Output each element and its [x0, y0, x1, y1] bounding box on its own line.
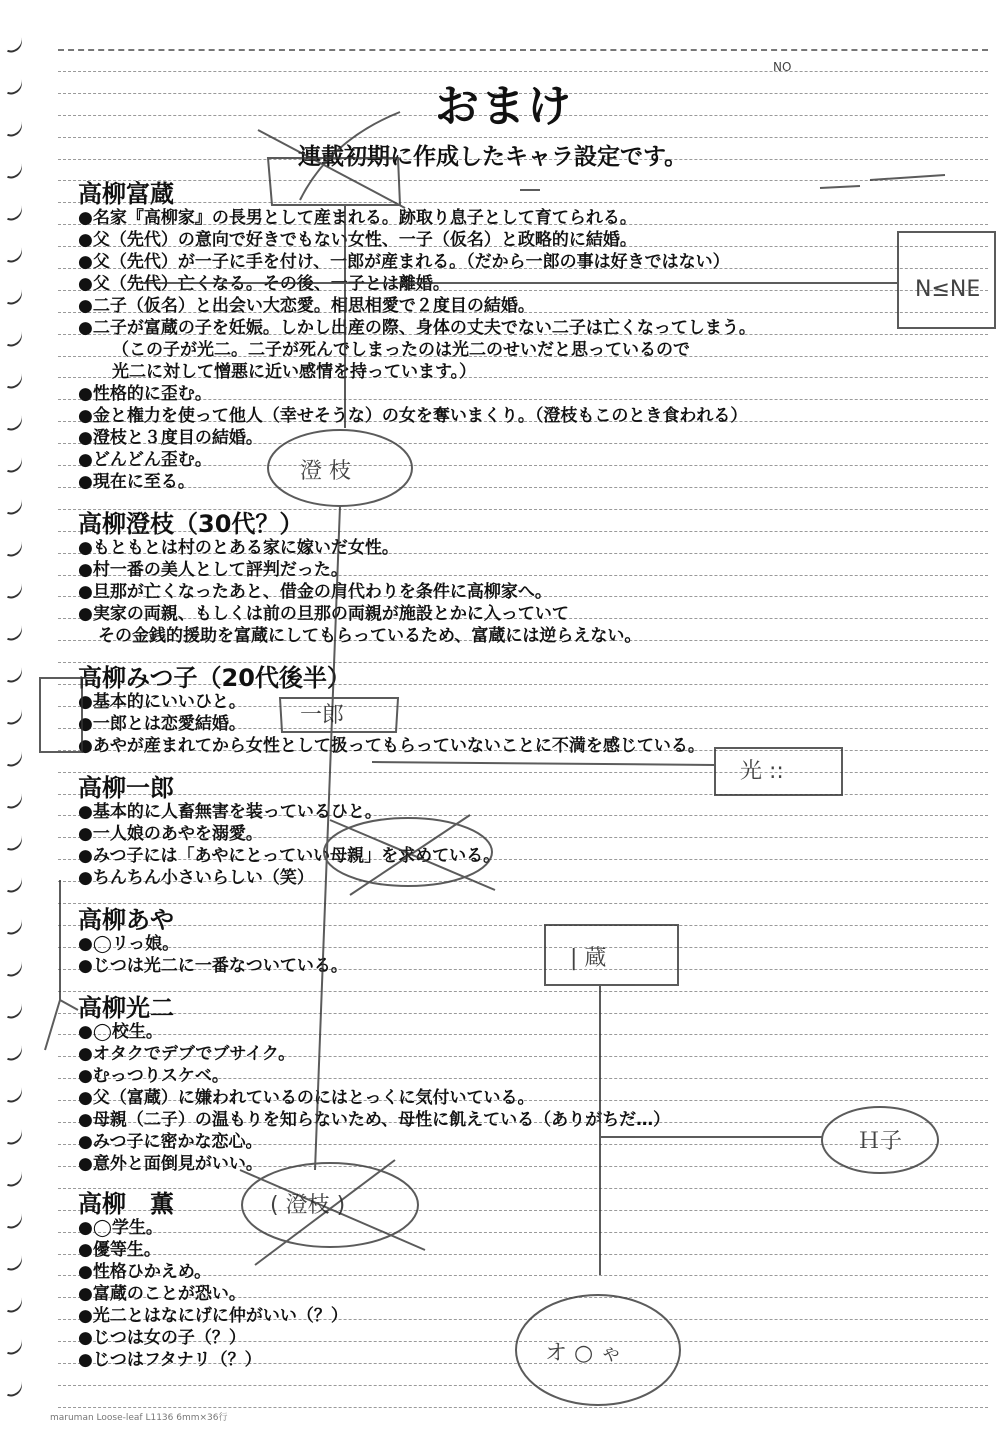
sketch-scribble: ( 澄枝 ) [270, 1193, 346, 1218]
character-note: ●みつ子に密かな恋心。 [78, 1132, 263, 1152]
character-heading-koji: 高柳光二 [78, 994, 174, 1022]
sketch-scribble: 澄 枝 [300, 459, 351, 484]
character-note: ●母親（二子）の温もりを知らないため、母性に飢えている（ありがちだ…） [78, 1110, 671, 1130]
character-note: ●基本的にいいひと。 [78, 692, 246, 712]
character-heading-mitsuko: 高柳みつ子（20代後半） [78, 664, 351, 692]
character-note: ●村一番の美人として評判だった。 [78, 560, 348, 580]
character-note: ●みつ子には「あやにとっていい母親」を求めている。 [78, 846, 501, 866]
page-number-label: NO [773, 60, 792, 74]
character-note: ●ちんちん小さいらしい（笑） [78, 868, 314, 888]
character-note: ●もともとは村のとある家に嫁いだ女性。 [78, 538, 399, 558]
character-note: ●澄枝と３度目の結婚。 [78, 428, 263, 448]
character-note: ●父（先代）の意向で好きでもない女性、一子（仮名）と政略的に結婚。 [78, 230, 637, 250]
character-note: ●優等生。 [78, 1240, 161, 1260]
sketch-scribble: | 蔵 [570, 946, 607, 971]
character-heading-ichiro: 高柳一郎 [78, 774, 174, 802]
character-note: ●じつはフタナリ（？） [78, 1350, 262, 1370]
sketch-box [268, 158, 400, 205]
character-note: ●一郎とは恋愛結婚。 [78, 714, 246, 734]
sketch-cross [330, 815, 495, 895]
character-note: ●むっつりスケベ。 [78, 1066, 229, 1086]
sketch-scribble: 一郎 [300, 703, 345, 728]
sketch-line [258, 130, 405, 208]
sketch-scribble: 光 :: [740, 759, 784, 784]
character-note: ●◯学生。 [78, 1218, 163, 1238]
character-note: ●旦那が亡くなったあと、借金の肩代わりを条件に高柳家へ。 [78, 582, 552, 602]
character-note: その金銭的援助を富蔵にしてもらっているため、富蔵には逆らえない。 [98, 626, 642, 646]
character-note: ●二子が富蔵の子を妊娠。しかし出産の際、身体の丈夫でない二子は亡くなってしまう。 [78, 318, 756, 338]
character-note: ●性格ひかえめ。 [78, 1262, 212, 1282]
character-note: ●光二とはなにげに仲がいい（？） [78, 1306, 348, 1326]
character-note: 光二に対して憎悪に近い感情を持っています。） [112, 362, 477, 382]
character-note: ●二子（仮名）と出会い大恋愛。相思相愛で２度目の結婚。 [78, 296, 535, 316]
character-note: ●オタクでデブでブサイク。 [78, 1044, 296, 1064]
page-subtitle: 連載初期に作成したキャラ設定です。 [298, 144, 688, 170]
sketch-line [300, 112, 400, 200]
sketch-line [45, 880, 78, 1050]
character-note: ●富蔵のことが恐い。 [78, 1284, 246, 1304]
character-note: ●現在に至る。 [78, 472, 195, 492]
sketch-box [545, 925, 678, 985]
character-note: ●一人娘のあやを溺愛。 [78, 824, 263, 844]
character-note: ●基本的に人畜無害を装っているひと。 [78, 802, 382, 822]
sketch-line [315, 205, 345, 1170]
sketch-line [372, 762, 715, 765]
sketch-scribble: Ｈ子 [858, 1129, 903, 1154]
character-note: ●◯校生。 [78, 1022, 163, 1042]
character-note: ●どんどん歪む。 [78, 450, 212, 470]
character-note: ●金と権力を使って他人（幸せそうな）の女を奪いまくり。（澄枝もこのとき食われる） [78, 406, 748, 426]
character-note: ●じつは女の子（？） [78, 1328, 246, 1348]
character-note: （この子が光二。二子が死んでしまったのは光二のせいだと思っているので [112, 340, 690, 360]
character-note: ●意外と面倒見がいい。 [78, 1154, 263, 1174]
character-note: ●名家『高柳家』の長男として産まれる。跡取り息子として育てられる。 [78, 208, 637, 228]
character-heading-kaoru: 高柳 薫 [78, 1190, 174, 1218]
character-note: ●あやが産まれてから女性として扱ってもらっていないことに不満を感じている。 [78, 736, 705, 756]
sketch-box [40, 678, 82, 752]
character-heading-tomizo: 高柳富蔵 [78, 180, 174, 208]
character-note: ●実家の両親、もしくは前の旦那の両親が施設とかに入っていて [78, 604, 569, 624]
sketch-line [520, 175, 945, 190]
character-note: ●性格的に歪む。 [78, 384, 212, 404]
character-note: ●じつは光二に一番なついている。 [78, 956, 348, 976]
character-heading-aya: 高柳あや [78, 906, 174, 934]
character-note: ●父（先代）亡くなる。その後、一子とは離婚。 [78, 274, 450, 294]
sketch-scribble: N≤NE [915, 277, 981, 302]
character-note: ●父（富蔵）に嫌われているのにはとっくに気付いている。 [78, 1088, 535, 1108]
paper-brand-footer: maruman Loose-leaf L1136 6mm×36行 [50, 1413, 228, 1423]
sketch-scribble: オ ○ ゃ [545, 1341, 623, 1366]
character-note: ●◯リっ娘。 [78, 934, 180, 954]
page-title: おまけ [435, 81, 573, 132]
character-heading-sumie: 高柳澄枝（30代？） [78, 510, 304, 538]
character-note: ●父（先代）が一子に手を付け、一郎が産まれる。（だから一郎の事は好きではない） [78, 252, 730, 272]
